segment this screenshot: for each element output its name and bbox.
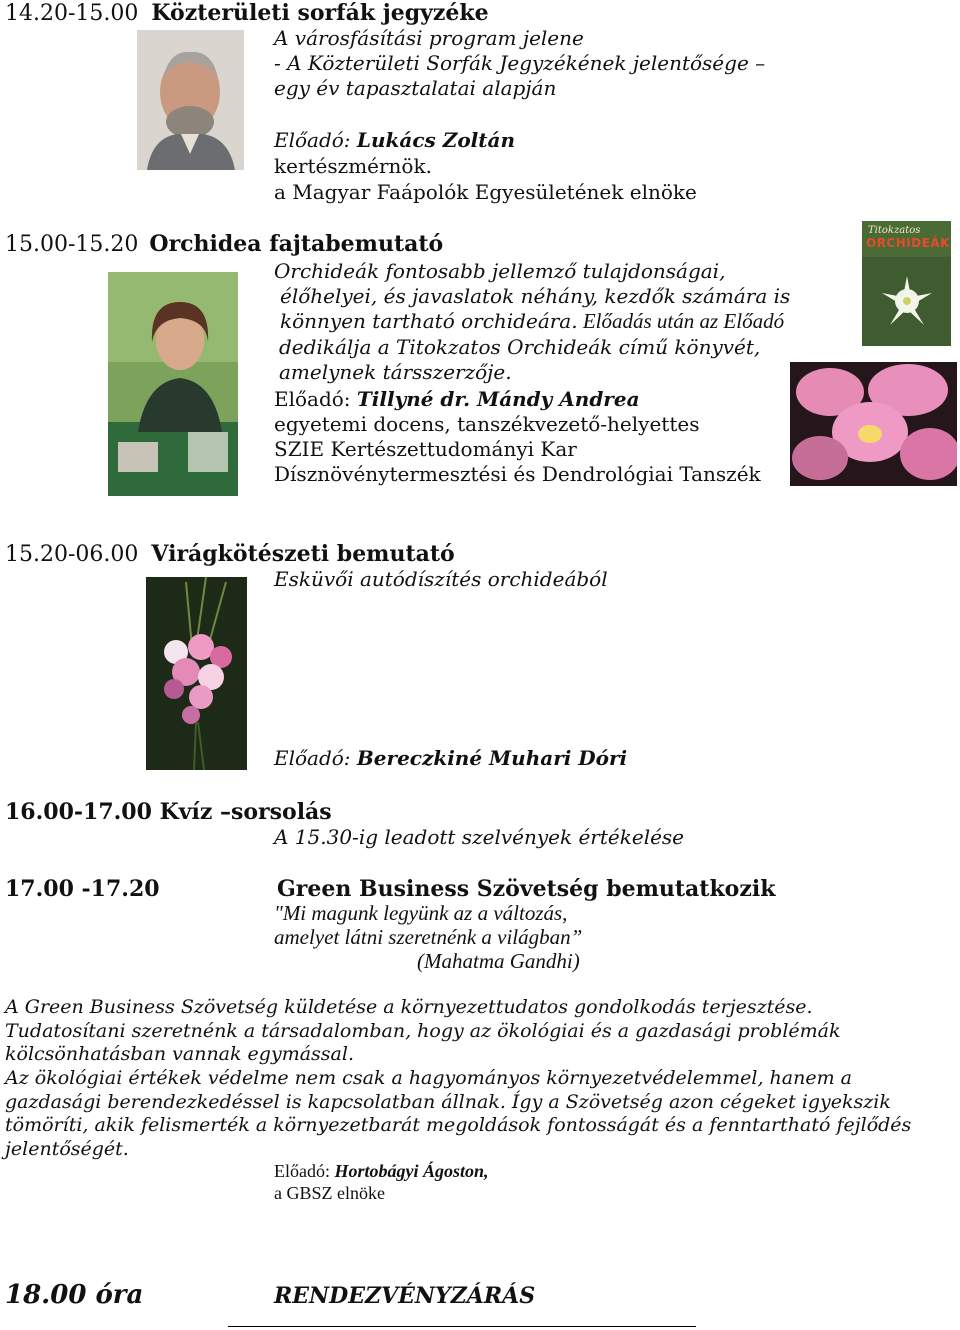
- speaker-name: Bereczkiné Muhari Dóri: [356, 746, 628, 770]
- bottom-divider: [228, 1326, 696, 1327]
- speaker-label: Előadó:: [274, 746, 357, 770]
- quote-line-2: amelyet látni szeretnénk a világban”: [274, 925, 583, 949]
- session-4-heading: 16.00-17.00 Kvíz –sorsolás: [5, 799, 332, 825]
- session-3-title: Virágkötészeti bemutató: [151, 541, 455, 567]
- session-5-role: a GBSZ elnöke: [274, 1183, 385, 1203]
- speaker-label: Előadó:: [274, 387, 357, 411]
- quote-line-1: "Mi magunk legyünk az a változás,: [274, 901, 568, 925]
- session-3-subtitle: Esküvői autódíszítés orchideából: [274, 567, 608, 591]
- speaker-name-a: Tillyné dr.: [356, 387, 471, 411]
- orchid-flower-photo: [790, 362, 957, 486]
- session-1-role-2: a Magyar Faápolók Egyesületének elnöke: [274, 180, 697, 204]
- session-1-desc-1: A városfásítási program jelene: [274, 26, 584, 50]
- session-2-role-3: Dísznövénytermesztési és Dendrológiai Tanszék: [274, 462, 761, 486]
- speaker-photo-lukacs: [137, 30, 244, 170]
- session-3-heading: [5, 541, 455, 568]
- session-2-role-2: SZIE Kertészettudományi Kar: [274, 437, 577, 461]
- session-5-time: 17.00 -17.20: [5, 876, 160, 902]
- quote-author: (Mahatma Gandhi): [417, 949, 580, 973]
- session-1-heading: [5, 0, 489, 27]
- speaker-label: Előadó:: [274, 128, 357, 152]
- session-2-desc-4: dedikálja a Titokzatos Orchideák című könyvét,: [279, 335, 761, 359]
- speaker-name-b: Mándy Andrea: [470, 387, 640, 411]
- gbsz-paragraph-2: Az ökológiai értékek védelme nem csak a hagyományos környezetvédelemmel, hanem a gazdasági berendezkedéssel is kapcsolatban állnak. Így a Szövetség azon cégeket igyekszik tömöríti, akik felismerték a környezetbarát megoldások fontosságát és a fenntartható fejlődés jelentőségét.: [5, 1067, 912, 1160]
- speaker-label: Előadó:: [274, 1161, 335, 1181]
- closing-time: 18.00 óra: [5, 1280, 144, 1310]
- session-1-speaker: [274, 128, 515, 153]
- session-1-role-1: kertészmérnök.: [274, 154, 432, 178]
- session-1-title: Közterületi sorfák jegyzéke: [151, 0, 489, 26]
- session-2-desc-2: élőhelyei, és javaslatok néhány, kezdők számára is: [280, 284, 791, 308]
- session-2-desc-1: Orchideák fontosabb jellemző tulajdonságai,: [274, 259, 726, 283]
- gbsz-paragraph-1: A Green Business Szövetség küldetése a környezettudatos gondolkodás terjesztése. Tudatosítani szeretnénk a társadalomban, hogy az ökológiai és a gazdasági problémák kölcsönhatásban vannak egymással.: [5, 996, 841, 1065]
- session-1-desc-2: - A Közterületi Sorfák Jegyzékének jelentősége –: [274, 51, 766, 75]
- session-2-speaker: [274, 387, 640, 412]
- session-5-title: Green Business Szövetség bemutatkozik: [277, 876, 776, 902]
- session-2-role-1: egyetemi docens, tanszékvezető-helyettes: [274, 412, 700, 436]
- book-cover-orchideak: [862, 221, 951, 346]
- session-2-desc-5: amelynek társszerzője.: [279, 360, 512, 384]
- session-1-desc-3: egy év tapasztalatai alapján: [274, 76, 557, 100]
- speaker-photo-mandy: [108, 272, 238, 496]
- book-title-text: ORCHIDEÁK: [866, 236, 950, 250]
- session-1-time: 14.20-15.00: [5, 1, 139, 26]
- session-3-speaker: [274, 746, 627, 771]
- session-2-title: Orchidea fajtabemutató: [149, 231, 444, 257]
- closing-title: RENDEZVÉNYZÁRÁS: [274, 1283, 536, 1309]
- speaker-name: Lukács Zoltán: [356, 128, 516, 152]
- session-2-heading: [5, 231, 443, 258]
- session-4-desc: A 15.30-ig leadott szelvények értékelése: [274, 825, 685, 849]
- session-5-speaker: [274, 1160, 489, 1182]
- session-2-desc-3: könnyen tartható orchideára. Előadás után az Előadó: [280, 309, 785, 333]
- session-2-time: 15.00-15.20: [5, 232, 139, 257]
- speaker-name: Hortobágyi Ágoston,: [334, 1161, 489, 1181]
- bouquet-photo: [146, 577, 247, 770]
- session-3-time: 15.20-06.00: [5, 542, 139, 567]
- book-top-text: Titokzatos: [868, 225, 921, 236]
